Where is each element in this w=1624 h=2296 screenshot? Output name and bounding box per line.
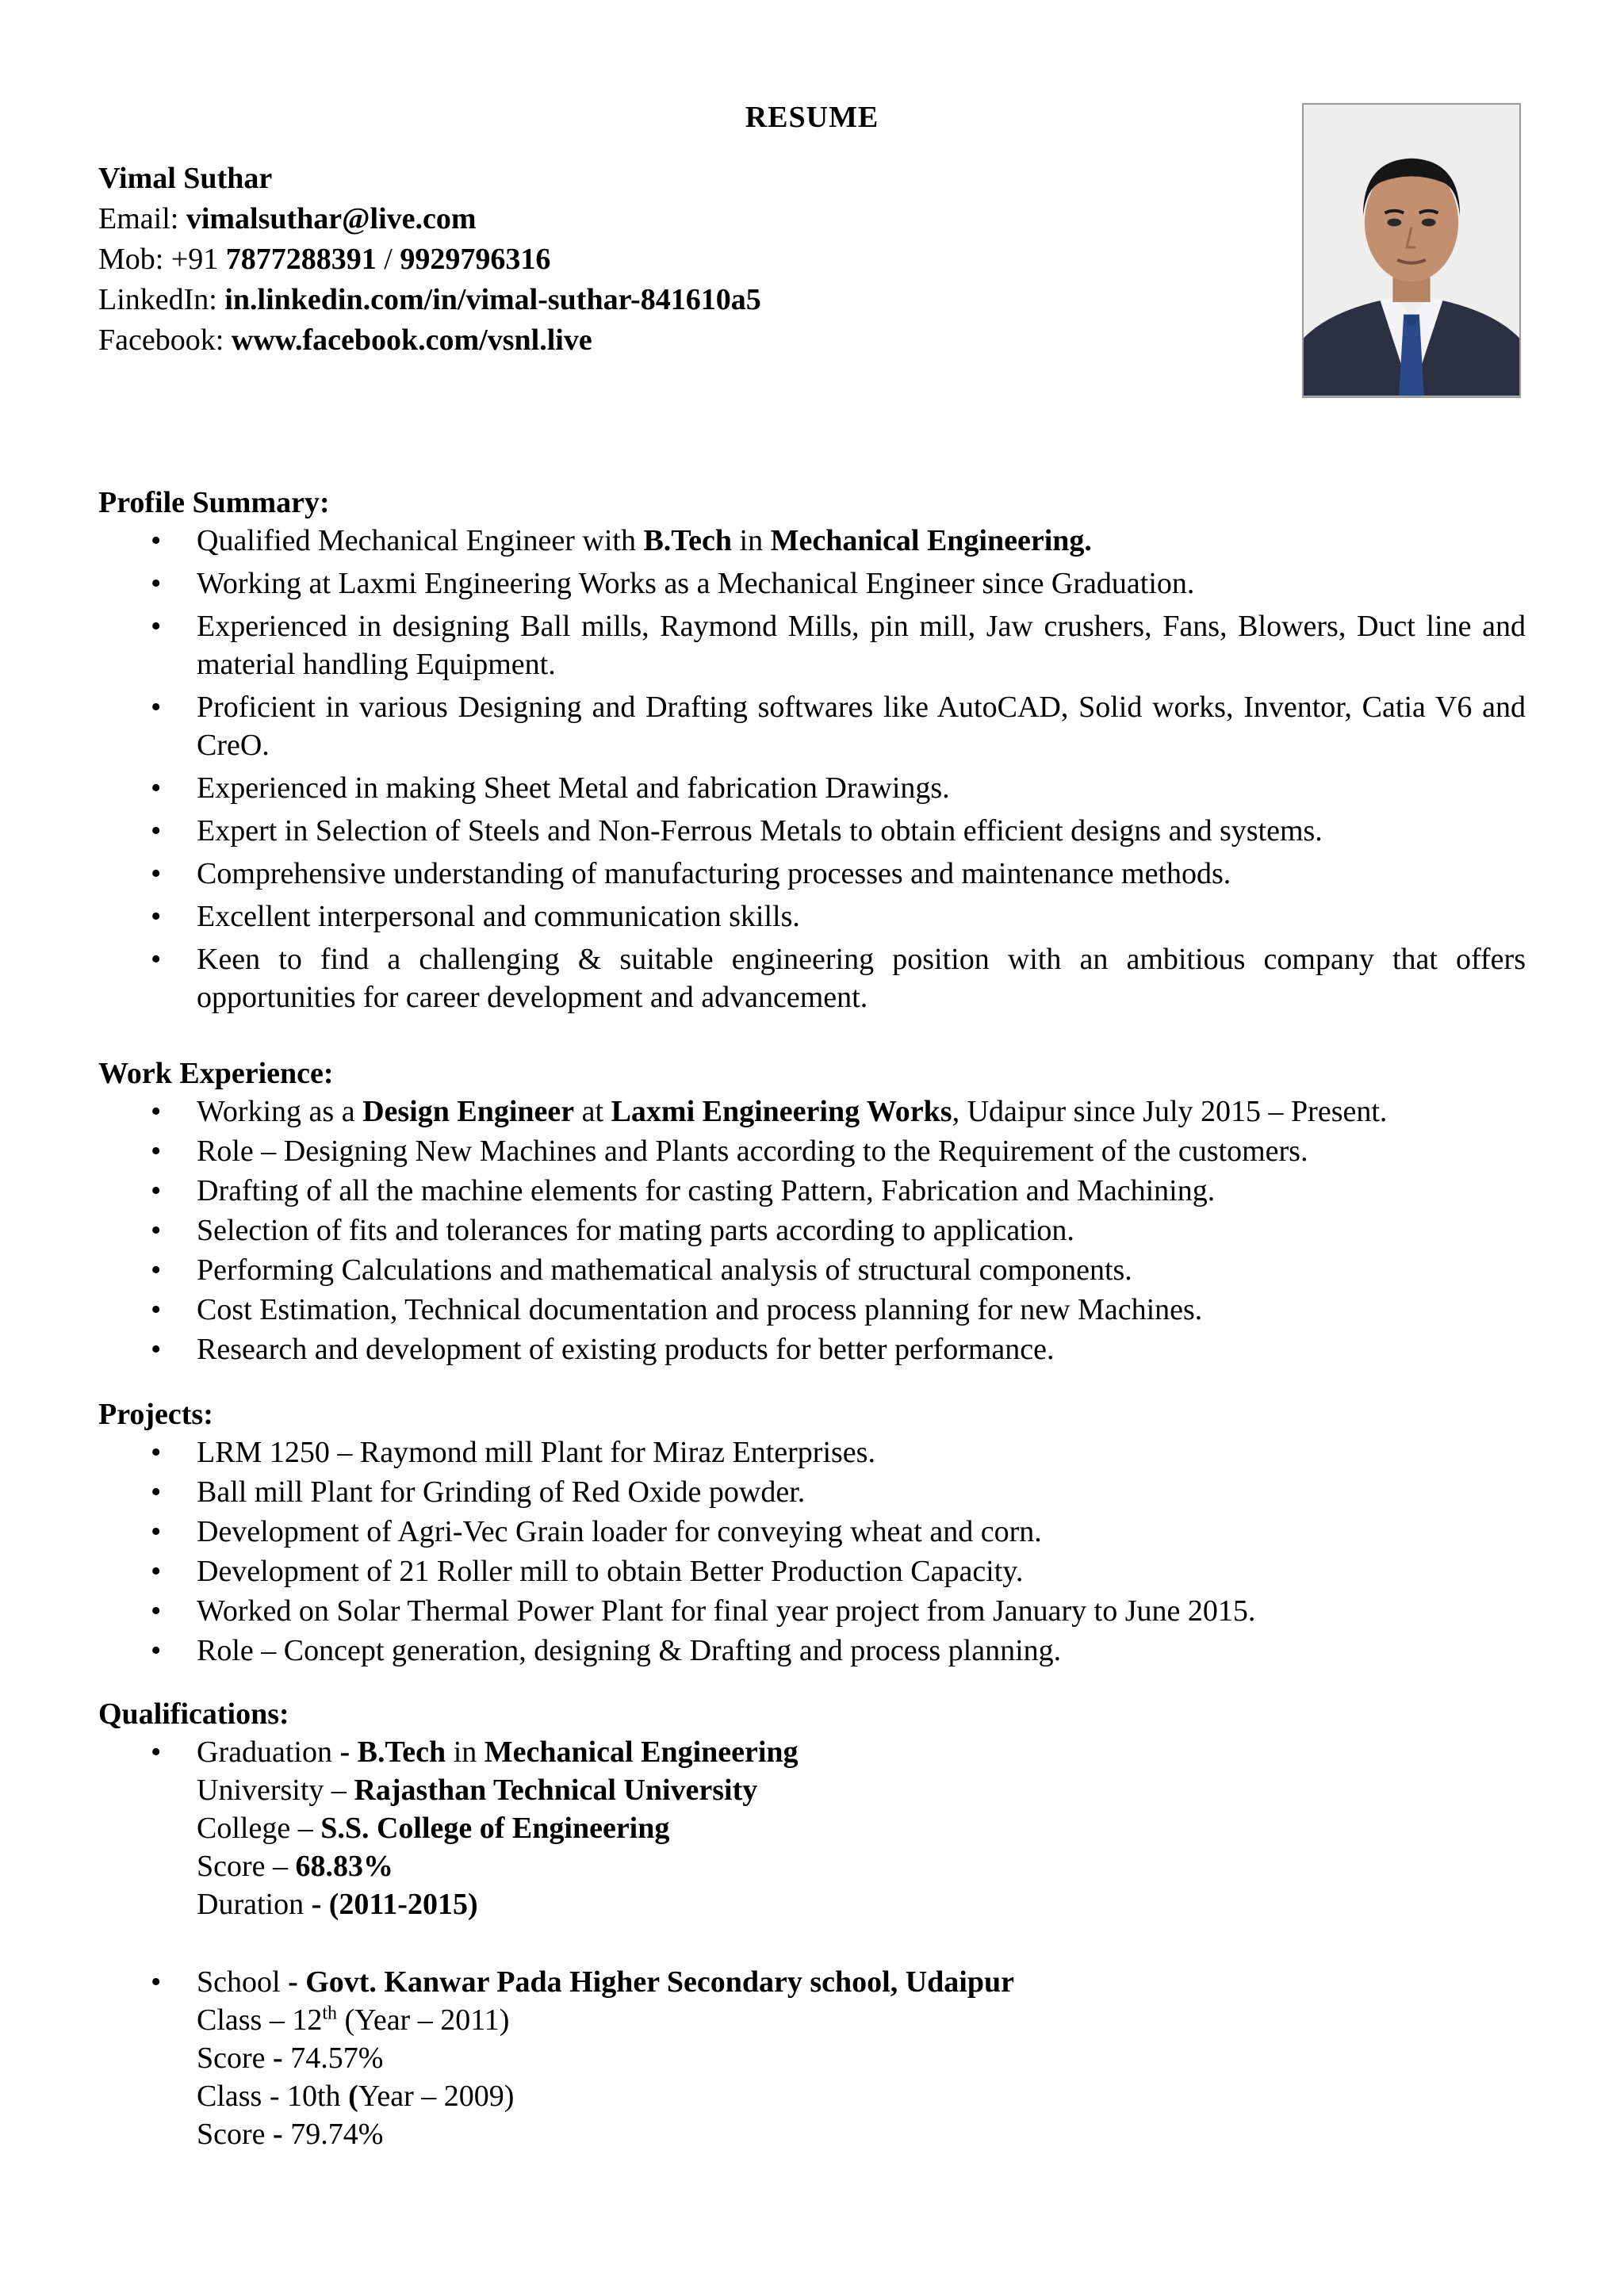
- list-item: • Role – Designing New Machines and Plants according to the Requirement of the customers.: [98, 1132, 1526, 1170]
- profile-photo: [1302, 103, 1521, 398]
- mobile-number-1: 7877288391: [225, 243, 377, 276]
- list-item: • Drafting of all the machine elements for casting Pattern, Fabrication and Machining.: [98, 1172, 1526, 1210]
- text-run: 74.57%: [282, 2042, 384, 2075]
- profile-summary-heading: Profile Summary:: [98, 486, 330, 519]
- projects-section: [98, 1395, 1526, 1671]
- text-run: Score: [197, 2118, 274, 2151]
- projects-list: [98, 1433, 1526, 1670]
- list-item: • Experienced in designing Ball mills, Raymond Mills, pin mill, Jaw crushers, Fans, Blowers, Duct line and material handling Equipment.: [98, 607, 1526, 683]
- text-run: Score –: [197, 1850, 296, 1883]
- school-class10-line: [197, 2077, 1526, 2115]
- text-run-bold: Mechanical Engineering: [484, 1735, 799, 1769]
- work-experience-section: [98, 1054, 1526, 1370]
- graduation-item: [98, 1733, 1526, 1923]
- text-run: (Year – 2011): [337, 2003, 510, 2037]
- text-run-bold: Rajasthan Technical University: [354, 1774, 758, 1807]
- portrait-icon: [1304, 105, 1519, 396]
- text-run: Graduation: [197, 1735, 340, 1769]
- list-item: • Ball mill Plant for Grinding of Red Oxide powder.: [98, 1473, 1526, 1511]
- email-value: vimalsuthar@live.com: [186, 202, 477, 235]
- list-item: • Performing Calculations and mathematical analysis of structural components.: [98, 1251, 1526, 1289]
- list-item: • Selection of fits and tolerances for mating parts according to application.: [98, 1211, 1526, 1249]
- graduation-score-line: [197, 1847, 1526, 1885]
- facebook-line: [98, 320, 761, 361]
- candidate-name: Vimal Suthar: [98, 162, 273, 195]
- list-item: • Cost Estimation, Technical documentation and process planning for new Machines.: [98, 1291, 1526, 1329]
- text-run-bold: Mechanical Engineering.: [770, 524, 1092, 557]
- text-run: School: [197, 1965, 289, 1999]
- document-title: RESUME: [745, 101, 879, 134]
- facebook-label: Facebook:: [98, 323, 224, 357]
- text-run: University –: [197, 1774, 354, 1807]
- list-item: • Expert in Selection of Steels and Non-Ferrous Metals to obtain efficient designs and systems.: [98, 812, 1526, 850]
- school-score12-line: [197, 2039, 1526, 2077]
- work-experience-heading: Work Experience:: [98, 1057, 334, 1090]
- email-label: Email:: [98, 202, 179, 235]
- text-run: College –: [197, 1812, 321, 1845]
- mobile-number-2: 9929796316: [400, 243, 551, 276]
- text-run: in: [732, 524, 771, 557]
- school-name-line: [197, 1963, 1526, 2001]
- mobile-label: Mob: +91: [98, 243, 219, 276]
- list-item: • Development of Agri-Vec Grain loader for conveying wheat and corn.: [98, 1513, 1526, 1551]
- text-run-bold: Design Engineer: [362, 1095, 575, 1128]
- text-run: 79.74%: [282, 2118, 384, 2151]
- linkedin-line: [98, 280, 761, 320]
- text-run-bold: - (2011-2015): [311, 1888, 478, 1921]
- graduation-degree-line: [197, 1733, 1526, 1771]
- text-run-bold: S.S. College of Engineering: [320, 1812, 670, 1845]
- list-item: • Working at Laxmi Engineering Works as a Mechanical Engineer since Graduation.: [98, 564, 1526, 603]
- text-run-bold: Laxmi Engineering Works: [611, 1095, 952, 1128]
- list-item: • Experienced in making Sheet Metal and fabrication Drawings.: [98, 769, 1526, 807]
- text-run-bold: - B.Tech: [339, 1735, 446, 1769]
- text-run: Qualified Mechanical Engineer with: [197, 524, 644, 557]
- text-run-bold: - Govt. Kanwar Pada Higher Secondary school, Udaipur: [288, 1965, 1014, 1999]
- profile-summary-section: [98, 484, 1526, 1021]
- graduation-duration-line: [197, 1885, 1526, 1923]
- graduation-college-line: [197, 1809, 1526, 1847]
- school-score10-line: [197, 2115, 1526, 2153]
- profile-summary-list: [98, 522, 1526, 1016]
- list-item: • Keen to find a challenging & suitable engineering position with an ambitious company that offers opportunities for career development and advancement.: [98, 940, 1526, 1016]
- list-item: • LRM 1250 – Raymond mill Plant for Miraz Enterprises.: [98, 1433, 1526, 1471]
- list-item: • Proficient in various Designing and Drafting softwares like AutoCAD, Solid works, Inventor, Catia V6 and CreO.: [98, 688, 1526, 764]
- list-item: • Role – Concept generation, designing & Drafting and process planning.: [98, 1632, 1526, 1670]
- text-run: in: [446, 1735, 485, 1769]
- facebook-value: www.facebook.com/vsnl.live: [231, 323, 592, 357]
- text-run: Class - 10th: [197, 2080, 349, 2113]
- mobile-line: [98, 239, 761, 280]
- qualifications-heading: Qualifications:: [98, 1697, 289, 1731]
- text-run-bold: (: [348, 2080, 358, 2113]
- text-run: Year – 2009): [358, 2080, 515, 2113]
- list-item: • Worked on Solar Thermal Power Plant for final year project from January to June 2015.: [98, 1592, 1526, 1630]
- list-item: [98, 522, 1526, 560]
- text-run: at: [574, 1095, 611, 1128]
- text-run: Score: [197, 2042, 274, 2075]
- email-line: [98, 199, 761, 239]
- qualifications-list: [98, 1733, 1526, 2153]
- text-run-bold: B.Tech: [643, 524, 733, 557]
- text-run-bold: 68.83%: [295, 1850, 394, 1883]
- projects-heading: Projects:: [98, 1398, 213, 1431]
- text-run: Class – 12: [197, 2003, 323, 2037]
- school-class12-line: [197, 2001, 1526, 2039]
- text-run: , Udaipur since July 2015 – Present.: [952, 1095, 1388, 1128]
- linkedin-value: in.linkedin.com/in/vimal-suthar-841610a5: [224, 283, 761, 316]
- school-item: [98, 1963, 1526, 2153]
- qualifications-section: [98, 1695, 1526, 2158]
- list-item: [98, 1093, 1526, 1131]
- text-run: Working as a: [197, 1095, 363, 1128]
- linkedin-label: LinkedIn:: [98, 283, 217, 316]
- text-run: Duration: [197, 1888, 312, 1921]
- superscript: th: [322, 2003, 338, 2024]
- contact-header: [98, 159, 761, 361]
- text-run-bold: -: [273, 2042, 283, 2075]
- graduation-university-line: [197, 1771, 1526, 1809]
- mobile-separator: /: [384, 243, 393, 276]
- list-item: • Excellent interpersonal and communication skills.: [98, 897, 1526, 936]
- list-item: • Comprehensive understanding of manufacturing processes and maintenance methods.: [98, 855, 1526, 893]
- text-run-bold: -: [273, 2118, 283, 2151]
- work-experience-list: [98, 1093, 1526, 1368]
- list-item: • Research and development of existing products for better performance.: [98, 1330, 1526, 1368]
- list-item: • Development of 21 Roller mill to obtain Better Production Capacity.: [98, 1552, 1526, 1590]
